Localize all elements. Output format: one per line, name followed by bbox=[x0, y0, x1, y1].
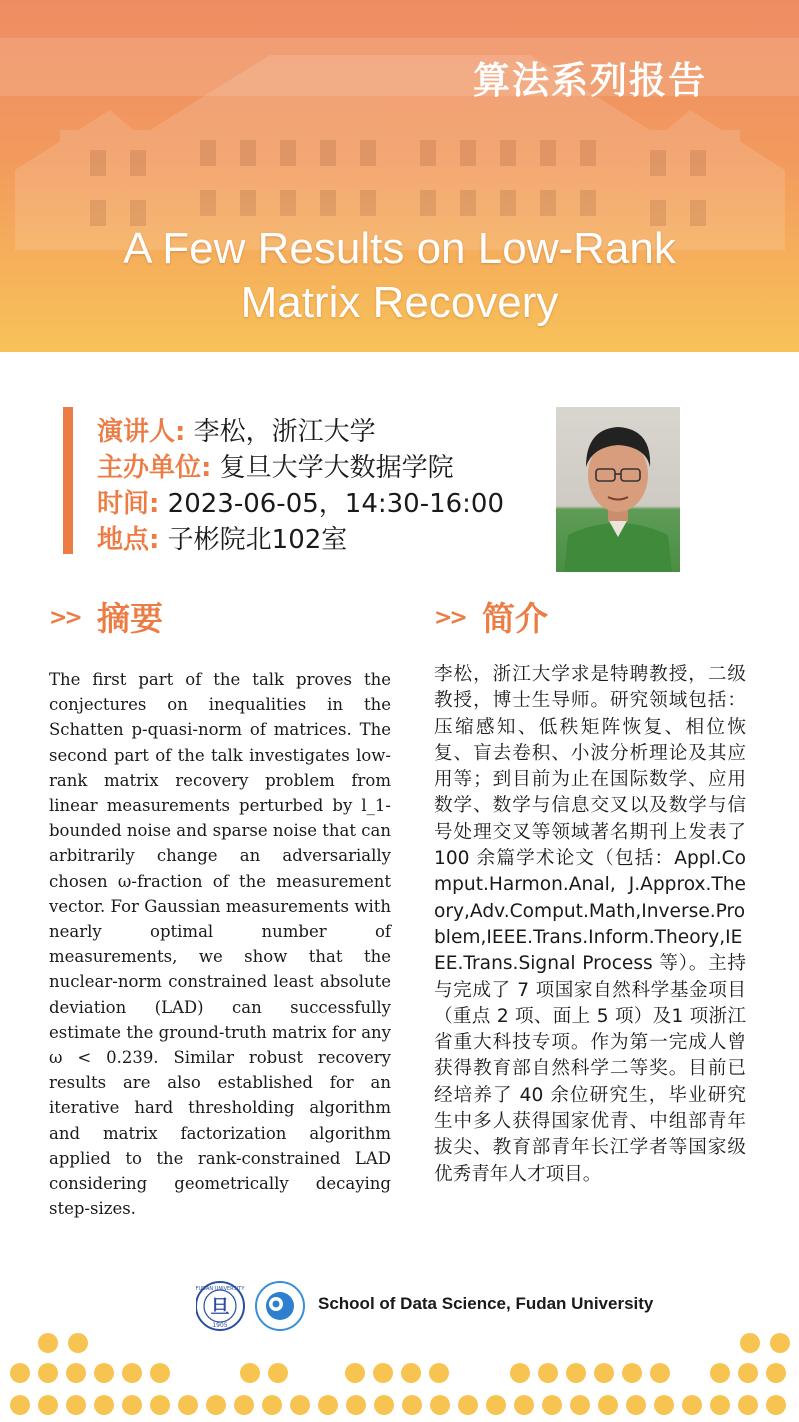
decorative-dot bbox=[510, 1363, 530, 1383]
decorative-dot bbox=[598, 1395, 618, 1415]
decorative-dot bbox=[66, 1363, 86, 1383]
svg-text:1905: 1905 bbox=[212, 1322, 228, 1329]
location-value: 子彬院北102室 bbox=[167, 525, 348, 555]
decorative-dot bbox=[206, 1395, 226, 1415]
decorative-dot bbox=[346, 1395, 366, 1415]
host-value: 复旦大学大数据学院 bbox=[219, 453, 454, 483]
decorative-dot-pattern bbox=[0, 1330, 799, 1422]
decorative-dot bbox=[234, 1395, 254, 1415]
decorative-dot bbox=[542, 1395, 562, 1415]
decorative-dot bbox=[122, 1395, 142, 1415]
decorative-dot bbox=[345, 1363, 365, 1383]
time-value: 2023-06-05，14:30-16:00 bbox=[167, 489, 505, 519]
decorative-dot bbox=[570, 1395, 590, 1415]
decorative-dot bbox=[766, 1395, 786, 1415]
decorative-dot bbox=[538, 1363, 558, 1383]
event-info bbox=[97, 414, 504, 558]
decorative-dot bbox=[654, 1395, 674, 1415]
data-science-school-logo-icon bbox=[256, 1282, 304, 1330]
decorative-dot bbox=[650, 1363, 670, 1383]
decorative-dot bbox=[290, 1395, 310, 1415]
bio-heading-text: 简介 bbox=[481, 598, 548, 638]
decorative-dot bbox=[401, 1363, 421, 1383]
bio-heading bbox=[434, 596, 548, 640]
talk-title bbox=[0, 222, 799, 330]
decorative-dot bbox=[710, 1363, 730, 1383]
decorative-dot bbox=[514, 1395, 534, 1415]
decorative-dot bbox=[766, 1363, 786, 1383]
decorative-dot bbox=[566, 1363, 586, 1383]
decorative-dot bbox=[38, 1333, 58, 1353]
speaker-value: 李松，浙江大学 bbox=[193, 417, 376, 447]
decorative-dot bbox=[458, 1395, 478, 1415]
decorative-dot bbox=[626, 1395, 646, 1415]
decorative-dot bbox=[486, 1395, 506, 1415]
decorative-dot bbox=[66, 1395, 86, 1415]
school-name: School of Data Science, Fudan University bbox=[318, 1294, 654, 1313]
series-title: 算法系列报告 bbox=[473, 59, 707, 102]
abstract-heading-text: 摘要 bbox=[96, 598, 163, 638]
speaker-portrait-icon bbox=[556, 407, 680, 572]
decorative-dot bbox=[240, 1363, 260, 1383]
decorative-dot bbox=[402, 1395, 422, 1415]
decorative-dot bbox=[150, 1395, 170, 1415]
decorative-dot bbox=[68, 1333, 88, 1353]
decorative-dot bbox=[429, 1363, 449, 1383]
university-logos bbox=[196, 1280, 308, 1332]
decorative-dot bbox=[94, 1363, 114, 1383]
decorative-dot bbox=[740, 1333, 760, 1353]
host-row bbox=[97, 450, 504, 486]
bio-text: 李松，浙江大学求是特聘教授，二级教授，博士生导师。研究领域包括：压缩感知、低秩矩阵恢复、相位恢复、盲去卷积、小波分析理论及其应用等；到目前为止在国际数学、应用数学、数学与信息交叉以及数学与信号处理交叉等领域著名期刊上发表了 100 余篇学术论文（包括：Appl.Comput.Harmon.Anal, J.Approx.Theory,Adv.Comput.Math,Inverse.Problem,IEEE.Trans.Inform.Theory,IEEE.Trans.Signal Process 等）。主持与完成了 7 项国家自然科学基金项目（重点 2 项、面上 5 项）及1 项浙江省重大科技专项。作为第一完成人曾获得教育部自然科学二等奖。目前已经培养了 40 余位研究生，毕业研究生中多人获得国家优青、中组部青年拔尖、教育部青年长江学者等国家级优秀青年人才项目。 bbox=[434, 664, 746, 1185]
double-chevron-icon: >> bbox=[434, 605, 465, 631]
double-chevron-icon: >> bbox=[49, 605, 80, 631]
location-row bbox=[97, 522, 504, 558]
decorative-dot bbox=[178, 1395, 198, 1415]
decorative-dot bbox=[268, 1363, 288, 1383]
decorative-dot bbox=[318, 1395, 338, 1415]
decorative-dot bbox=[682, 1395, 702, 1415]
info-accent-bar bbox=[63, 407, 73, 554]
host-label: 主办单位: bbox=[97, 453, 212, 483]
decorative-dot bbox=[622, 1363, 642, 1383]
svg-text:旦: 旦 bbox=[210, 1296, 230, 1318]
speaker-photo bbox=[556, 407, 680, 572]
decorative-dot bbox=[373, 1363, 393, 1383]
decorative-dot bbox=[738, 1395, 758, 1415]
time-label: 时间: bbox=[97, 489, 160, 519]
speaker-label: 演讲人: bbox=[97, 417, 186, 447]
decorative-dot bbox=[710, 1395, 730, 1415]
decorative-dot bbox=[430, 1395, 450, 1415]
decorative-dot bbox=[10, 1363, 30, 1383]
decorative-dot bbox=[770, 1333, 790, 1353]
decorative-dot bbox=[38, 1363, 58, 1383]
header-banner bbox=[0, 0, 799, 352]
time-row bbox=[97, 486, 504, 522]
decorative-dot bbox=[150, 1363, 170, 1383]
decorative-dot bbox=[262, 1395, 282, 1415]
abstract-text: The first part of the talk proves the conjectures on inequalities in the Schatten p-quasi-norm of matrices. The second part of the talk investigates low-rank matrix recovery problem from linear measurements perturbed by l_1-bounded noise and sparse noise that can arbitrarily change an adversarially chosen ω-fraction of the measurement vector. For Gaussian measurements with nearly optimal number of measurements, we show that the nuclear-norm constrained least absolute deviation (LAD) can successfully estimate the ground-truth matrix for any ω < 0.239. Similar robust recovery results are also established for an iterative hard thresholding algorithm and matrix factorization algorithm applied to the rank-constrained LAD considering geometrically decaying step-sizes. bbox=[49, 670, 391, 1219]
decorative-dot bbox=[374, 1395, 394, 1415]
abstract-heading bbox=[49, 596, 163, 640]
decorative-dot bbox=[38, 1395, 58, 1415]
decorative-dot bbox=[738, 1363, 758, 1383]
talk-title-line-2: Matrix Recovery bbox=[240, 278, 559, 327]
location-label: 地点: bbox=[97, 525, 160, 555]
talk-title-line-1: A Few Results on Low-Rank bbox=[123, 224, 676, 273]
svg-text:FUDAN UNIVERSITY: FUDAN UNIVERSITY bbox=[196, 1286, 245, 1292]
fudan-university-logo-icon bbox=[196, 1282, 245, 1330]
decorative-dot bbox=[10, 1395, 30, 1415]
decorative-dot bbox=[594, 1363, 614, 1383]
decorative-dot bbox=[94, 1395, 114, 1415]
decorative-dot bbox=[122, 1363, 142, 1383]
speaker-row bbox=[97, 414, 504, 450]
